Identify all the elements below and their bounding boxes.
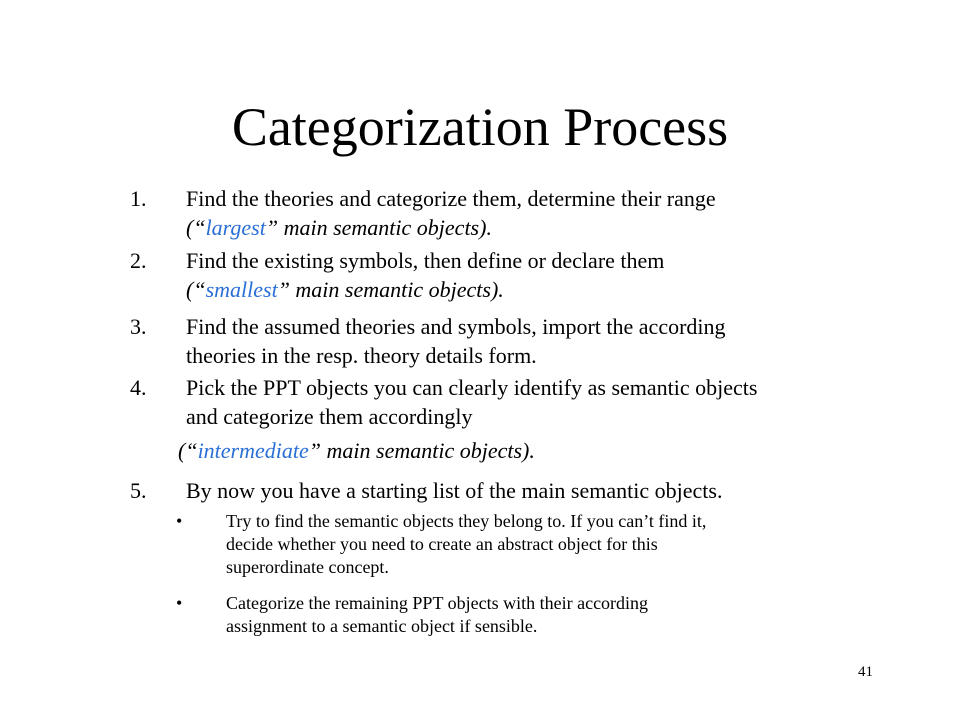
item-text: By now you have a starting list of the main semantic objects. [186,478,723,503]
item-note: (“largest” main semantic objects). [186,215,492,240]
item-number: 1. [130,186,147,211]
bullet-text-cont: assignment to a semantic object if sensible. [226,616,538,636]
list-item-2 [130,246,910,304]
item-number: 2. [130,248,147,273]
keyword-intermediate: intermediate [197,438,309,463]
slide-title: Categorization Process [231,97,729,157]
item-number: 3. [130,314,147,339]
item-text: Find the existing symbols, then define or declare them [186,248,665,273]
keyword-smallest: smallest [205,277,278,302]
page-number: 41 [858,664,873,680]
keyword-largest: largest [205,215,266,240]
list-item-1 [130,184,910,242]
item-text: Find the assumed theories and symbols, import the according [186,314,726,339]
list-item-4 [130,373,910,431]
item-text: Find the theories and categorize them, determine their range [186,186,716,211]
item-number: 5. [130,478,147,503]
list-item-5 [130,476,910,505]
item-number: 4. [130,375,147,400]
bullet-dot: • [176,593,183,613]
bullet-text: Try to find the semantic objects they belong to. If you can’t find it, [226,511,707,531]
bullet-text-cont: decide whether you need to create an abstract object for this [226,534,658,554]
bullet-dot: • [176,511,183,531]
bullet-text-cont: superordinate concept. [226,557,389,577]
list-item-3 [130,312,910,370]
item-text-cont: and categorize them accordingly [186,404,473,429]
intermediate-note: (“intermediate” main semantic objects). [178,438,535,463]
item-text-cont: theories in the resp. theory details form. [186,343,537,368]
item-text: Pick the PPT objects you can clearly identify as semantic objects [186,375,758,400]
sub-bullet-1 [176,510,866,579]
sub-bullet-2 [176,592,866,638]
bullet-text: Categorize the remaining PPT objects with their according [226,593,649,613]
item-note: (“smallest” main semantic objects). [186,277,504,302]
